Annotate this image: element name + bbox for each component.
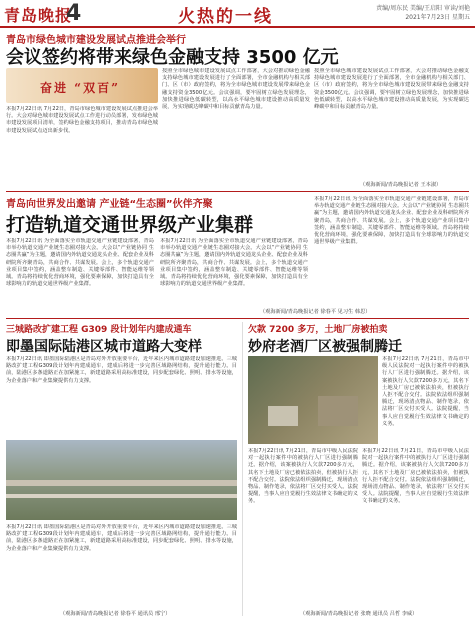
page-number: 4: [66, 1, 82, 26]
article2-byline: （观海新闻/青岛晚报记者 徐春平 见习生 韩思）: [260, 309, 371, 315]
article4-kicker: 欠款 7200 多万，土地厂房被拍卖: [248, 325, 388, 335]
article4-byline: （观海新闻/青岛晚报记者 张晓 通讯员 吕哲 李威）: [300, 611, 418, 617]
article1-byline: （观海新闻/青岛晚报记者 王本淑）: [360, 182, 442, 188]
newspaper-logo: 青岛晚报: [4, 6, 73, 25]
article3-photo: [6, 440, 237, 520]
article4-body-cont: 本报7月22日讯 7月21日，青岛市中级人民法院对一起执行案件中的被执行人厂区进行强制腾迁。据介绍，该案被执行人欠款7200多万元，其名下土地及厂房已被依法拍卖，但被执行人拒不配合交付。法院依法组织强制腾迁，现场清点物品、制作笔录，依法将厂区交付买受人。法院提醒，当事人应自觉履行生效法律文书确定的义务。: [248, 448, 358, 505]
article2-kicker: 青岛向世界发出邀请 产业链“生态圈”伙伴齐聚: [6, 199, 213, 210]
article4-body-cont2: 本报7月22日讯 7月21日，青岛市中级人民法院对一起执行案件中的被执行人厂区进行强制腾迁。据介绍，该案被执行人欠款7200多万元，其名下土地及厂房已被依法拍卖，但被执行人拒不配合交付。法院依法组织强制腾迁，现场清点物品、制作笔录，依法将厂区交付买受人。法院提醒，当事人应自觉履行生效法律文书确定的义务。: [362, 448, 469, 505]
masthead-meta: [360, 4, 470, 22]
column-divider: [242, 322, 243, 616]
editor-line: 责编/周东民 美编/王启阳 审读/刘艳: [376, 5, 470, 12]
article2-body-cont2: 本报7月22日讯 为全面落实全市轨道交通产业链建设部署，青岛市举办轨道交通产业链生态圈对接大会。大会以“产业链协同 生态圈共赢”为主题，邀请国内外轨道交通龙头企业、配套企业及科研院所齐聚青岛，共商合作、共谋发展。会上，多个轨道交通产业项目集中签约，涵盖整车制造、关键零部件、智能运维等领域。青岛将持续优化营商环境，强化要素保障，加快打造具有全球影响力的轨道交通世界级产业集群。: [314, 196, 469, 246]
divider: [6, 191, 469, 192]
article1-kicker: 青岛市绿色城市建设发展试点推进会举行: [6, 35, 186, 46]
article3-body: 本报7月22日讯 即墨国际陆港区是青岛对外开放重要平台，近年来区内城市道路建设加速推进。三城路改扩建工程G309段计划年内建成通车，建成后将进一步完善区域路网结构，提升通行能力。目前，陆港区多条道路正在加紧施工，新建道路采用高标准建设，同步配套绿化、照明、排水等设施，为企业落户和产业集聚提供有力支撑。: [6, 356, 237, 384]
divider: [6, 318, 469, 319]
article2-headline: 打造轨道交通世界级产业集群: [6, 214, 254, 236]
article1-body: 按照全市绿色城市建设发展试点工作部署，大会对推动绿色金融支持绿色城市建设发展进行了全面部署，全市金融机构与相关部门、区（市）政府签约，将为全市绿色城市建设发展带来绿色金融支持资金3500亿元。会议强调，要牢固树立绿色发展理念，加快推进绿色低碳转型，以高水平绿色城市建设推动高质量发展，为实现碳达峰碳中和目标贡献青岛力量。: [162, 68, 310, 111]
date-line: 2021年7月23日 星期五: [405, 14, 470, 21]
banner-text: 奋进 “双百”: [40, 81, 120, 95]
article3-body-cont: 本报7月22日讯 即墨国际陆港区是青岛对外开放重要平台，近年来区内城市道路建设加速推进。三城路改扩建工程G309段计划年内建成通车，建成后将进一步完善区域路网结构，提升通行能力。目前，陆港区多条道路正在加紧施工，新建道路采用高标准建设，同步配套绿化、照明、排水等设施，为企业落户和产业集聚提供有力支撑。: [6, 524, 237, 552]
article1-headline: 会议签约将带来绿色金融支持 3500 亿元: [6, 47, 339, 68]
article1-body-cont: 按照全市绿色城市建设发展试点工作部署，大会对推动绿色金融支持绿色城市建设发展进行了全面部署，全市金融机构与相关部门、区（市）政府签约，将为全市绿色城市建设发展带来绿色金融支持资金3500亿元。会议强调，要牢固树立绿色发展理念，加快推进绿色低碳转型，以高水平绿色城市建设推动高质量发展，为实现碳达峰碳中和目标贡献青岛力量。: [314, 68, 469, 111]
article1-lead: 本报7月22日讯 7月22日，青岛市绿色城市建设发展试点推进会举行。大会对绿色城市建设发展试点工作进行动员部署，发布绿色城市建设发展项目清单，签约绿色金融支持项目，推动青岛市绿色城市建设发展试点迈出新步伐。: [6, 106, 158, 134]
article3-byline: （观海新闻/青岛晚报记者 徐春平 通讯员 邢宁）: [60, 611, 171, 617]
article4-photo: [248, 356, 378, 444]
article2-body: 本报7月22日讯 为全面落实全市轨道交通产业链建设部署，青岛市举办轨道交通产业链生态圈对接大会。大会以“产业链协同 生态圈共赢”为主题，邀请国内外轨道交通龙头企业、配套企业及科研院所齐聚青岛，共商合作、共谋发展。会上，多个轨道交通产业项目集中签约，涵盖整车制造、关键零部件、智能运维等领域。青岛将持续优化营商环境，强化要素保障，加快打造具有全球影响力的轨道交通世界级产业集群。: [6, 238, 154, 288]
article4-body: 本报7月22日讯 7月21日，青岛市中级人民法院对一起执行案件中的被执行人厂区进行强制腾迁。据介绍，该案被执行人欠款7200多万元，其名下土地及厂房已被依法拍卖，但被执行人拒不配合交付。法院依法组织强制腾迁，现场清点物品、制作笔录，依法将厂区交付买受人。法院提醒，当事人应自觉履行生效法律文书确定的义务。: [382, 356, 469, 427]
section-title: 火热的一线: [178, 7, 273, 27]
article3-kicker: 三城路改扩建工程 G309 段计划年内建成通车: [6, 325, 192, 335]
article4-headline: 妙府老酒厂区被强制腾迁: [248, 339, 402, 355]
article3-headline: 即墨国际陆港区城市道路大变样: [6, 339, 202, 355]
article2-body-cont: 本报7月22日讯 为全面落实全市轨道交通产业链建设部署，青岛市举办轨道交通产业链生态圈对接大会。大会以“产业链协同 生态圈共赢”为主题，邀请国内外轨道交通龙头企业、配套企业及科研院所齐聚青岛，共商合作、共谋发展。会上，多个轨道交通产业项目集中签约，涵盖整车制造、关键零部件、智能运维等领域。青岛将持续优化营商环境，强化要素保障，加快打造具有全球影响力的轨道交通世界级产业集群。: [160, 238, 308, 288]
